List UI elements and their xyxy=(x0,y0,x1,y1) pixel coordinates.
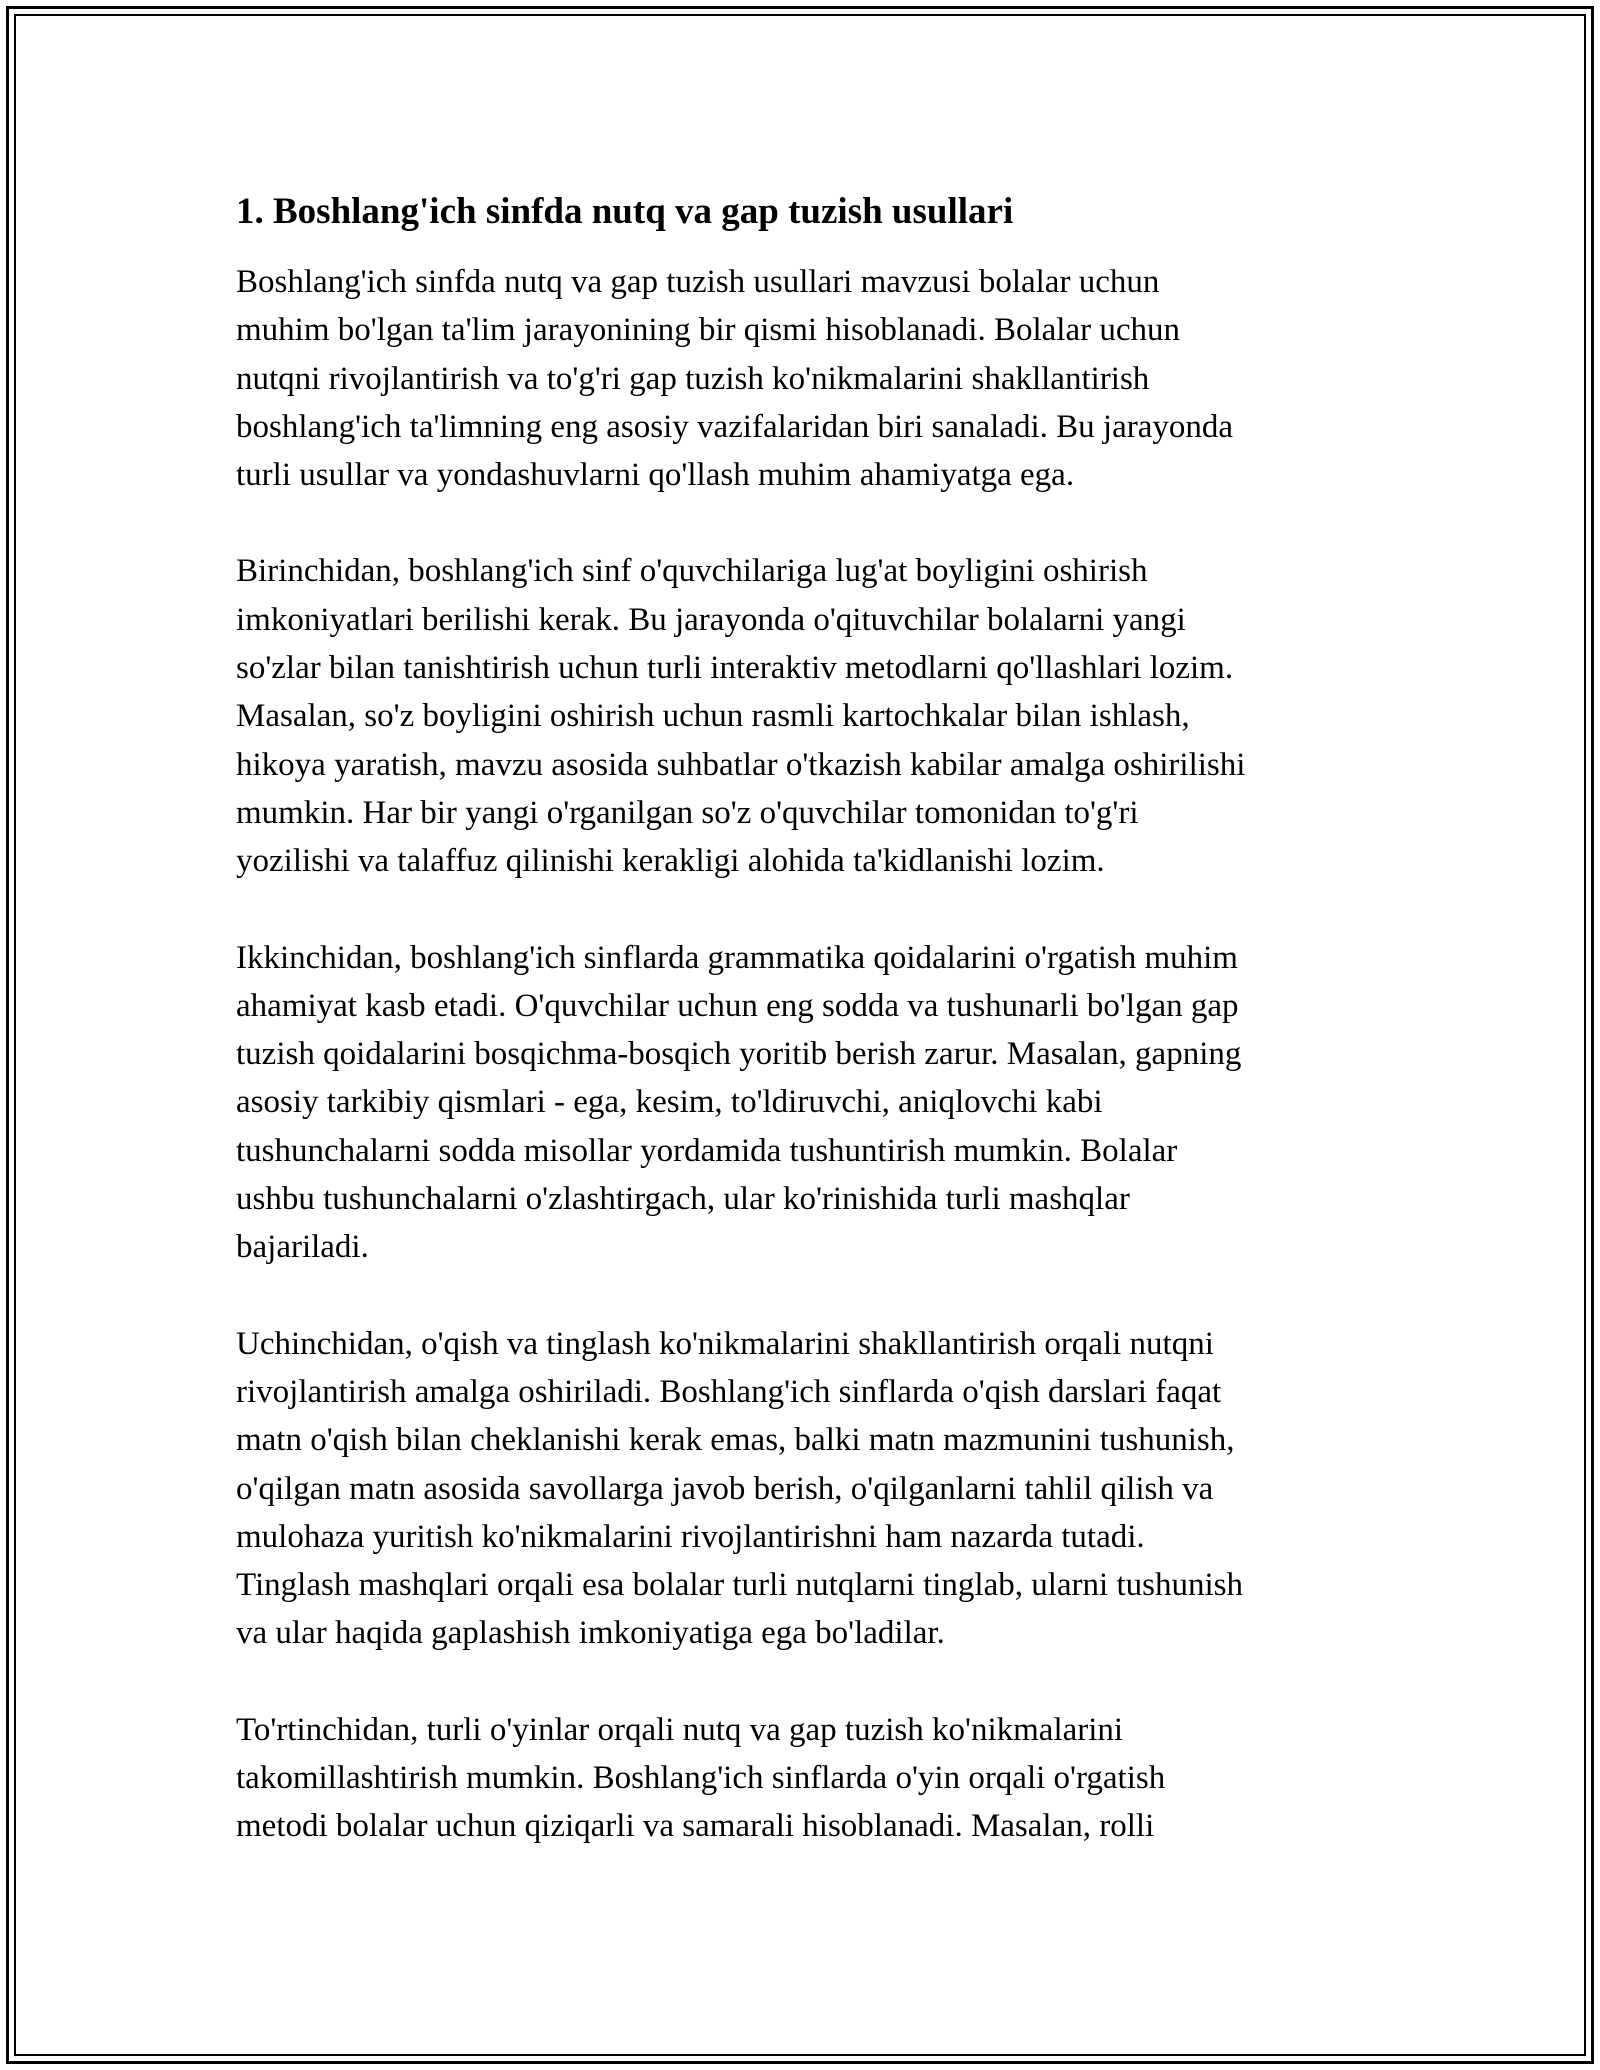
text-line: va ular haqida gaplashish imkoniyatiga ega bo'ladilar. xyxy=(236,1615,945,1652)
text-line: mulohaza yuritish ko'nikmalarini rivojlantirishni ham nazarda tutadi. xyxy=(236,1518,1145,1555)
text-line: To'rtinchidan, turli o'yinlar orqali nutq va gap tuzish ko'nikmalarini xyxy=(236,1711,1124,1748)
text-line: Ikkinchidan, boshlang'ich sinflarda grammatika qoidalarini o'rgatish muhim xyxy=(236,939,1238,976)
paragraph-second-point xyxy=(236,934,1364,1272)
text-line: asosiy tarkibiy qismlari - ega, kesim, to'ldiruvchi, aniqlovchi kabi xyxy=(236,1084,1103,1121)
text-line: imkoniyatlari berilishi kerak. Bu jarayonda o'qituvchilar bolalarni yangi xyxy=(236,601,1186,638)
text-line: Uchinchidan, o'qish va tinglash ko'nikmalarini shakllantirish orqali nutqni xyxy=(236,1325,1214,1362)
paragraph-third-point xyxy=(236,1320,1364,1658)
text-line: bajariladi. xyxy=(236,1229,369,1266)
text-line: so'zlar bilan tanishtirish uchun turli interaktiv metodlarni qo'llashlari lozim. xyxy=(236,650,1234,687)
text-line: o'qilgan matn asosida savollarga javob berish, o'qilganlarni tahlil qilish va xyxy=(236,1470,1214,1507)
document-body xyxy=(236,188,1364,1851)
paragraph-intro xyxy=(236,258,1364,499)
text-line: tushunchalarni sodda misollar yordamida tushuntirish mumkin. Bolalar xyxy=(236,1132,1178,1169)
section-heading: 1. Boshlang'ich sinfda nutq va gap tuzish usullari xyxy=(236,191,1014,232)
text-line: ushbu tushunchalarni o'zlashtirgach, ular ko'rinishida turli mashqlar xyxy=(236,1181,1130,1218)
text-line: mumkin. Har bir yangi o'rganilgan so'z o'quvchilar tomonidan to'g'ri xyxy=(236,794,1139,831)
text-line: turli usullar va yondashuvlarni qo'llash muhim ahamiyatga ega. xyxy=(236,457,1075,494)
text-line: muhim bo'lgan ta'lim jarayonining bir qismi hisoblanadi. Bolalar uchun xyxy=(236,312,1180,349)
text-line: metodi bolalar uchun qiziqarli va samarali hisoblanadi. Masalan, rolli xyxy=(236,1808,1155,1845)
text-line: nutqni rivojlantirish va to'g'ri gap tuzish ko'nikmalarini shakllantirish xyxy=(236,360,1150,397)
text-line: Masalan, so'z boyligini oshirish uchun rasmli kartochkalar bilan ishlash, xyxy=(236,698,1190,735)
text-line: hikoya yaratish, mavzu asosida suhbatlar o'tkazish kabilar amalga oshirilishi xyxy=(236,746,1246,783)
text-line: ahamiyat kasb etadi. O'quvchilar uchun eng sodda va tushunarli bo'lgan gap xyxy=(236,987,1239,1024)
text-line: Tinglash mashqlari orqali esa bolalar turli nutqlarni tinglab, ularni tushunish xyxy=(236,1567,1243,1604)
text-line: rivojlantirish amalga oshiriladi. Boshlang'ich sinflarda o'qish darslari faqat xyxy=(236,1373,1222,1410)
text-line: Birinchidan, boshlang'ich sinf o'quvchilariga lug'at boyligini oshirish xyxy=(236,553,1148,590)
paragraph-first-point xyxy=(236,547,1364,885)
text-line: yozilishi va talaffuz qilinishi kerakligi alohida ta'kidlanishi lozim. xyxy=(236,843,1105,880)
paragraph-fourth-point xyxy=(236,1706,1364,1851)
text-line: takomillashtirish mumkin. Boshlang'ich sinflarda o'yin orqali o'rgatish xyxy=(236,1760,1166,1797)
text-line: matn o'qish bilan cheklanishi kerak emas, balki matn mazmunini tushunish, xyxy=(236,1422,1235,1459)
text-line: Boshlang'ich sinfda nutq va gap tuzish usullari mavzusi bolalar uchun xyxy=(236,264,1160,300)
text-line: tuzish qoidalarini bosqichma-bosqich yoritib berish zarur. Masalan, gapning xyxy=(236,1036,1242,1073)
text-line: boshlang'ich ta'limning eng asosiy vazifalaridan biri sanaladi. Bu jarayonda xyxy=(236,408,1234,445)
